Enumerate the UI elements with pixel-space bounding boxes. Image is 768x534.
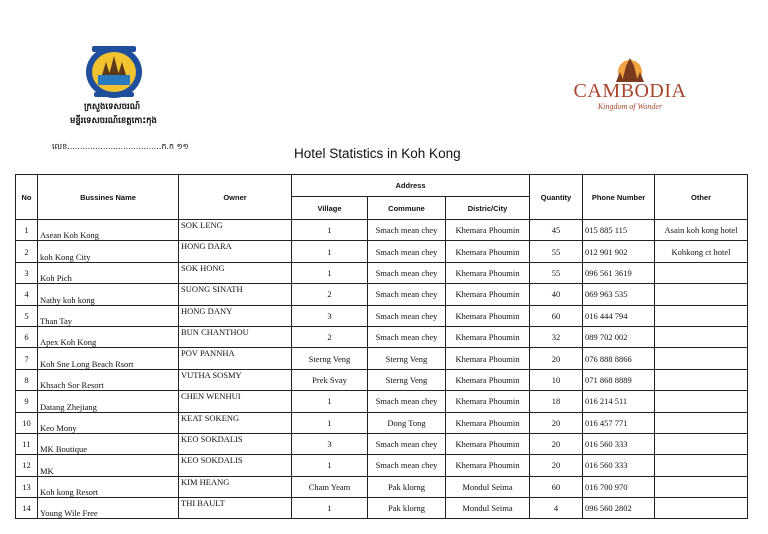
cell-district: Khemara Phoumin xyxy=(446,391,530,412)
cell-phone: 069 963 535 xyxy=(583,284,655,305)
table-row xyxy=(16,241,748,262)
cell-village: 1 xyxy=(292,498,368,519)
table-row xyxy=(16,476,748,497)
cell-other xyxy=(655,326,748,347)
cell-district: Khemara Phoumin xyxy=(446,220,530,241)
cell-other xyxy=(655,391,748,412)
table-row xyxy=(16,433,748,454)
cell-owner: THI BAULT xyxy=(179,498,292,519)
cell-phone: 076 888 8866 xyxy=(583,348,655,369)
ministry-line1: ក្រសួងទេសចរណ៍ xyxy=(84,102,141,112)
cell-village: Sterng Veng xyxy=(292,348,368,369)
cell-owner: HONG DARA xyxy=(179,241,292,262)
cell-owner: KEO SOKDALIS xyxy=(179,455,292,476)
cell-village: 1 xyxy=(292,220,368,241)
header-quantity: Quantity xyxy=(530,175,583,220)
table-row xyxy=(16,391,748,412)
header-owner: Owner xyxy=(179,175,292,220)
cell-phone: 012 901 902 xyxy=(583,241,655,262)
ministry-name xyxy=(52,101,220,151)
reference-number-line: លេខ.....................................ក.ក ១១ xyxy=(52,142,189,151)
cell-no: 1 xyxy=(16,220,38,241)
cell-district: Khemara Phoumin xyxy=(446,262,530,283)
header-district: Distric/City xyxy=(446,197,530,220)
cell-no: 12 xyxy=(16,455,38,476)
cell-quantity: 32 xyxy=(530,326,583,347)
cell-quantity: 60 xyxy=(530,305,583,326)
cell-other xyxy=(655,369,748,390)
hotel-statistics-table xyxy=(15,174,748,519)
cell-business-name: Young Wile Free xyxy=(38,498,179,519)
cell-quantity: 20 xyxy=(530,412,583,433)
cell-business-name: Keo Mony xyxy=(38,412,179,433)
cell-village: 2 xyxy=(292,326,368,347)
cell-owner: POV PANNHA xyxy=(179,348,292,369)
cell-commune: Pak klorng xyxy=(368,476,446,497)
cell-commune: Smach mean chey xyxy=(368,326,446,347)
cell-no: 7 xyxy=(16,348,38,369)
cell-commune: Smach mean chey xyxy=(368,305,446,326)
cell-district: Mondul Seima xyxy=(446,476,530,497)
cell-owner: CHEN WENHUI xyxy=(179,391,292,412)
header-no: No xyxy=(16,175,38,220)
cell-owner: SUONG SINATH xyxy=(179,284,292,305)
cell-district: Khemara Phoumin xyxy=(446,241,530,262)
cell-village: 1 xyxy=(292,262,368,283)
cell-commune: Dong Tong xyxy=(368,412,446,433)
table-row xyxy=(16,348,748,369)
cell-phone: 016 457 771 xyxy=(583,412,655,433)
table-row xyxy=(16,220,748,241)
cell-commune: Smach mean chey xyxy=(368,284,446,305)
cell-owner: VUTHA SOSMY xyxy=(179,369,292,390)
cell-owner: KEAT SOKENG xyxy=(179,412,292,433)
ministry-line2: មន្ទីរទេសចរណ៍ខេត្តកោះកុង xyxy=(70,115,157,126)
header-business-name: Bussines Name xyxy=(38,175,179,220)
cell-quantity: 20 xyxy=(530,433,583,454)
cell-business-name: MK xyxy=(38,455,179,476)
cell-business-name: Koh Sne Long Beach Rsort xyxy=(38,348,179,369)
page-title: Hotel Statistics in Koh Kong xyxy=(294,146,461,161)
cell-village: Prek Svay xyxy=(292,369,368,390)
cell-village: 1 xyxy=(292,391,368,412)
cell-business-name: Asean Koh Kong xyxy=(38,220,179,241)
cell-commune: Pak klorng xyxy=(368,498,446,519)
cell-district: Khemara Phoumin xyxy=(446,305,530,326)
table-row xyxy=(16,369,748,390)
cell-commune: Smach mean chey xyxy=(368,241,446,262)
cell-commune: Sterng Veng xyxy=(368,369,446,390)
cell-business-name: Koh Pich xyxy=(38,262,179,283)
header-village: Village xyxy=(292,197,368,220)
cell-no: 5 xyxy=(16,305,38,326)
cell-quantity: 55 xyxy=(530,241,583,262)
cell-no: 6 xyxy=(16,326,38,347)
cell-phone: 016 560 333 xyxy=(583,455,655,476)
cell-no: 13 xyxy=(16,476,38,497)
cell-phone: 096 561 3619 xyxy=(583,262,655,283)
cell-other xyxy=(655,476,748,497)
cell-commune: Smach mean chey xyxy=(368,262,446,283)
table-row xyxy=(16,455,748,476)
header-phone: Phone Number xyxy=(583,175,655,220)
table-row xyxy=(16,326,748,347)
cell-no: 3 xyxy=(16,262,38,283)
table-row xyxy=(16,305,748,326)
cell-quantity: 40 xyxy=(530,284,583,305)
brand-tagline: Kingdom of Wonder xyxy=(597,102,663,111)
brand-word: CAMBODIA xyxy=(573,80,687,102)
cell-no: 11 xyxy=(16,433,38,454)
cell-village: 1 xyxy=(292,241,368,262)
cell-business-name: Datang Zhejiang xyxy=(38,391,179,412)
cell-district: Khemara Phoumin xyxy=(446,284,530,305)
cell-quantity: 20 xyxy=(530,455,583,476)
cell-phone: 071 868 8889 xyxy=(583,369,655,390)
cell-village: 1 xyxy=(292,412,368,433)
table-row xyxy=(16,262,748,283)
cell-owner: KEO SOKDALIS xyxy=(179,433,292,454)
cell-quantity: 10 xyxy=(530,369,583,390)
table-row xyxy=(16,412,748,433)
cell-village: 1 xyxy=(292,455,368,476)
cambodia-brand-logo xyxy=(570,50,690,116)
header-address: Address xyxy=(292,175,530,197)
table-row xyxy=(16,498,748,519)
cell-phone: 015 885 115 xyxy=(583,220,655,241)
header-commune: Commune xyxy=(368,197,446,220)
cell-quantity: 18 xyxy=(530,391,583,412)
cell-quantity: 20 xyxy=(530,348,583,369)
cell-no: 8 xyxy=(16,369,38,390)
cell-phone: 016 444 794 xyxy=(583,305,655,326)
cell-quantity: 4 xyxy=(530,498,583,519)
cell-phone: 096 560 2802 xyxy=(583,498,655,519)
cell-quantity: 45 xyxy=(530,220,583,241)
cell-village: 3 xyxy=(292,433,368,454)
cell-owner: BUN CHANTHOU xyxy=(179,326,292,347)
cell-other xyxy=(655,284,748,305)
table-body xyxy=(16,220,748,519)
cell-quantity: 60 xyxy=(530,476,583,497)
cell-business-name: Koh kong Resort xyxy=(38,476,179,497)
cell-other xyxy=(655,498,748,519)
cell-no: 14 xyxy=(16,498,38,519)
cell-other xyxy=(655,455,748,476)
cell-no: 2 xyxy=(16,241,38,262)
cell-phone: 016 700 970 xyxy=(583,476,655,497)
ministry-logo xyxy=(82,42,146,100)
cell-owner: SOK HONG xyxy=(179,262,292,283)
cell-quantity: 55 xyxy=(530,262,583,283)
cell-district: Khemara Phoumin xyxy=(446,348,530,369)
cell-district: Khemara Phoumin xyxy=(446,455,530,476)
cell-owner: SOK LENG xyxy=(179,220,292,241)
header-other: Other xyxy=(655,175,748,220)
cell-phone: 016 560 333 xyxy=(583,433,655,454)
cell-business-name: koh Kong City xyxy=(38,241,179,262)
cell-no: 9 xyxy=(16,391,38,412)
cell-other xyxy=(655,412,748,433)
cell-village: 2 xyxy=(292,284,368,305)
cell-owner: HONG DANY xyxy=(179,305,292,326)
cell-other: Kohkong ct hotel xyxy=(655,241,748,262)
cell-no: 4 xyxy=(16,284,38,305)
cell-district: Khemara Phoumin xyxy=(446,412,530,433)
cell-no: 10 xyxy=(16,412,38,433)
cell-commune: Smach mean chey xyxy=(368,455,446,476)
cell-phone: 016 214 511 xyxy=(583,391,655,412)
cell-commune: Smach mean chey xyxy=(368,220,446,241)
cell-other xyxy=(655,262,748,283)
cell-other xyxy=(655,348,748,369)
cell-other: Asain koh kong hotel xyxy=(655,220,748,241)
cell-commune: Smach mean chey xyxy=(368,391,446,412)
cell-commune: Sterng Veng xyxy=(368,348,446,369)
table-row xyxy=(16,284,748,305)
cell-business-name: Than Tay xyxy=(38,305,179,326)
cell-village: Cham Yeam xyxy=(292,476,368,497)
cell-business-name: MK Boutique xyxy=(38,433,179,454)
cell-district: Mondul Seima xyxy=(446,498,530,519)
cell-business-name: Khsach Sor Resort xyxy=(38,369,179,390)
cell-other xyxy=(655,305,748,326)
cell-district: Khemara Phoumin xyxy=(446,369,530,390)
cell-other xyxy=(655,433,748,454)
cell-business-name: Apex Koh Kong xyxy=(38,326,179,347)
cell-business-name: Nathy koh kong xyxy=(38,284,179,305)
cell-village: 3 xyxy=(292,305,368,326)
cell-district: Khemara Phoumin xyxy=(446,433,530,454)
cell-commune: Smach mean chey xyxy=(368,433,446,454)
cell-phone: 089 702 002 xyxy=(583,326,655,347)
cell-owner: KIM HEANG xyxy=(179,476,292,497)
cell-district: Khemara Phoumin xyxy=(446,326,530,347)
